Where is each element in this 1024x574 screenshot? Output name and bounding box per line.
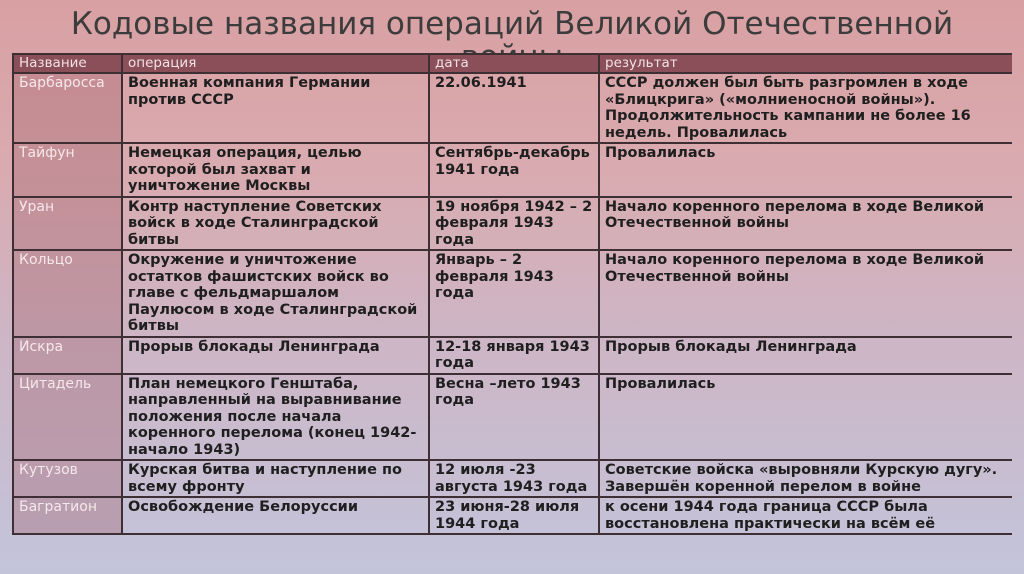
row-name: Уран (13, 197, 122, 251)
row-result: Начало коренного перелома в ходе Великой Отечественной войны (599, 197, 1012, 251)
row-date: Январь – 2 февраля 1943 года (429, 250, 599, 337)
row-name: Кутузов (13, 460, 122, 497)
row-result: Провалилась (599, 143, 1012, 197)
row-date: 19 ноября 1942 – 2 февраля 1943 года (429, 197, 599, 251)
table-row (13, 73, 1012, 143)
table-row (13, 374, 1012, 461)
table-row (13, 337, 1012, 374)
header-date: дата (429, 54, 599, 73)
row-result: Начало коренного перелома в ходе Великой Отечественной войны (599, 250, 1012, 337)
operations-table (12, 53, 1012, 535)
table-row (13, 250, 1012, 337)
row-operation: Немецкая операция, целью которой был захват и уничтожение Москвы (122, 143, 429, 197)
row-operation: Прорыв блокады Ленинграда (122, 337, 429, 374)
header-name: Название (13, 54, 122, 73)
row-date: Весна –лето 1943 года (429, 374, 599, 461)
row-date: 22.06.1941 (429, 73, 599, 143)
table-row (13, 197, 1012, 251)
operations-table-container (12, 53, 1012, 574)
row-name: Кольцо (13, 250, 122, 337)
row-operation: Курская битва и наступление по всему фронту (122, 460, 429, 497)
row-name: Цитадель (13, 374, 122, 461)
row-operation: План немецкого Генштаба, направленный на выравнивание положения после начала коренного перелома (конец 1942-начало 1943) (122, 374, 429, 461)
table-header-row (13, 54, 1012, 73)
header-operation: операция (122, 54, 429, 73)
row-name: Барбаросса (13, 73, 122, 143)
table-row (13, 497, 1012, 534)
row-result: Прорыв блокады Ленинграда (599, 337, 1012, 374)
row-name: Тайфун (13, 143, 122, 197)
row-name: Искра (13, 337, 122, 374)
row-result: Провалилась (599, 374, 1012, 461)
row-operation: Освобождение Белоруссии (122, 497, 429, 534)
row-result: СССР должен был быть разгромлен в ходе «Блицкрига» («молниеносной войны»). Продолжительность кампании не более 16 недель. Провалилась (599, 73, 1012, 143)
row-operation: Окружение и уничтожение остатков фашистских войск во главе с фельдмаршалом Паулюсом в ходе Сталинградской битвы (122, 250, 429, 337)
table-row (13, 143, 1012, 197)
row-date: 23 июня-28 июля 1944 года (429, 497, 599, 534)
row-date: 12 июля -23 августа 1943 года (429, 460, 599, 497)
row-result: Советские войска «выровняли Курскую дугу». Завершён коренной перелом в войне (599, 460, 1012, 497)
row-operation: Военная компания Германии против СССР (122, 73, 429, 143)
row-operation: Контр наступление Советских войск в ходе Сталинградской битвы (122, 197, 429, 251)
table-row (13, 460, 1012, 497)
row-name: Багратион (13, 497, 122, 534)
row-date: 12-18 января 1943 года (429, 337, 599, 374)
row-date: Сентябрь-декабрь 1941 года (429, 143, 599, 197)
header-result: результат (599, 54, 1012, 73)
row-result: к осени 1944 года граница СССР была восстановлена практически на всём её (599, 497, 1012, 534)
slide-title-line-1: Кодовые названия операций Великой Отечественной (70, 6, 954, 42)
